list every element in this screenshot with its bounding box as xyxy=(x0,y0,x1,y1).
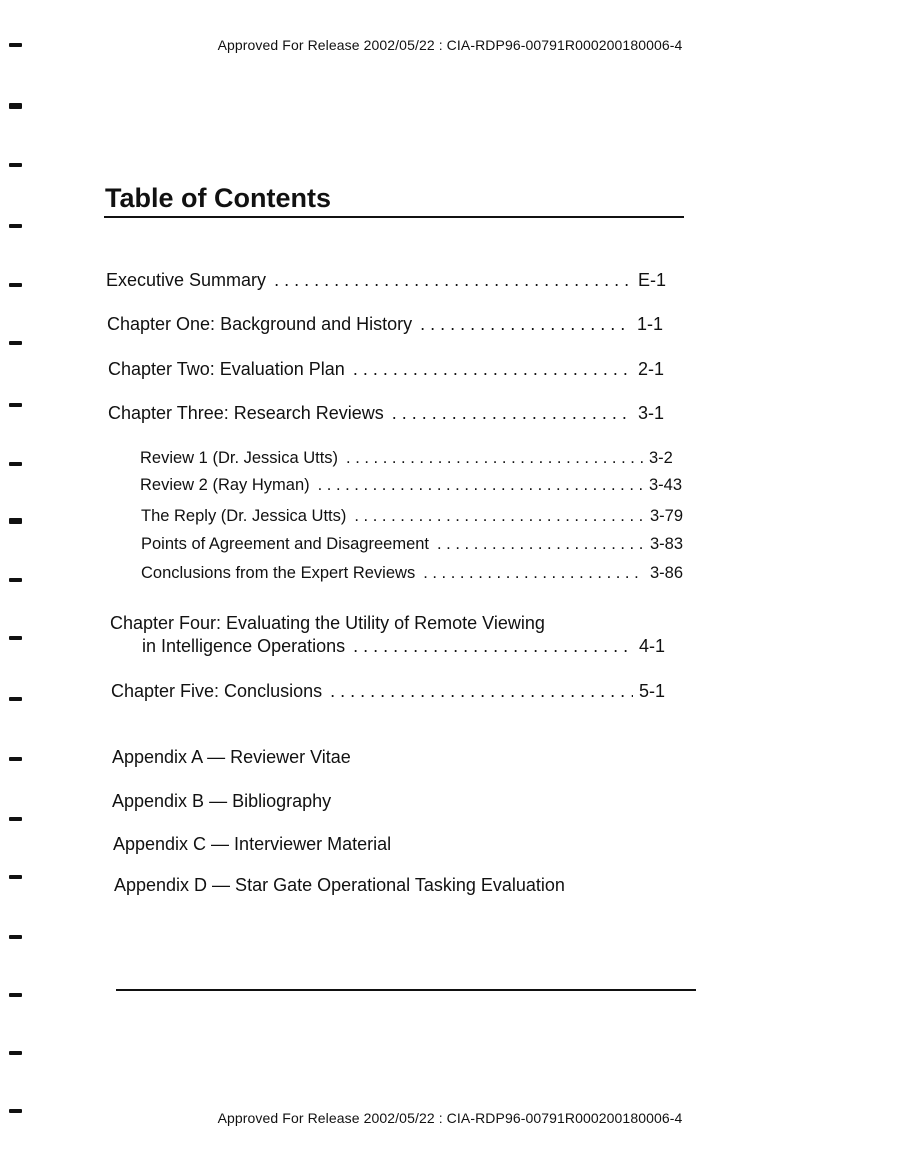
toc-appendix-b[interactable]: Appendix B — Bibliography xyxy=(112,791,332,811)
title-rule xyxy=(104,216,684,218)
toc-appendix-d[interactable]: Appendix D — Star Gate Operational Tasking Evaluation xyxy=(114,875,565,895)
binder-mark xyxy=(9,224,22,228)
toc-appendix-c[interactable]: Appendix C — Interviewer Material xyxy=(113,834,392,854)
dot-leader xyxy=(346,449,643,468)
binder-mark xyxy=(9,578,22,582)
toc-page-number: 3-1 xyxy=(638,403,665,423)
binder-mark xyxy=(9,103,22,109)
toc-page-number: 3-2 xyxy=(649,449,673,467)
release-header: Approved For Release 2002/05/22 : CIA-RDP96-00791R000200180006-4 xyxy=(217,37,683,53)
binder-mark xyxy=(9,817,22,821)
toc-entry-chapter-three[interactable] xyxy=(108,403,674,424)
toc-label: Executive Summary xyxy=(106,270,267,290)
toc-label: in Intelligence Operations xyxy=(142,636,346,656)
binder-mark xyxy=(9,403,22,407)
toc-page-number: 5-1 xyxy=(639,681,666,701)
toc-entry-chapter-five[interactable] xyxy=(111,681,675,702)
toc-entry-chapter-one[interactable] xyxy=(107,314,673,335)
dot-leader xyxy=(423,564,644,583)
toc-label: The Reply (Dr. Jessica Utts) xyxy=(141,507,347,525)
dot-leader xyxy=(354,507,644,526)
toc-entry-review-1[interactable] xyxy=(140,449,685,468)
binder-mark xyxy=(9,163,22,167)
toc-page-number: 4-1 xyxy=(639,636,666,656)
toc-entry-executive-summary[interactable] xyxy=(106,270,674,291)
binder-mark xyxy=(9,993,22,997)
binder-mark xyxy=(9,757,22,761)
dot-leader xyxy=(274,270,632,291)
binder-mark xyxy=(9,935,22,939)
page-title: Table of Contents xyxy=(105,183,331,213)
release-footer: Approved For Release 2002/05/22 : CIA-RDP96-00791R000200180006-4 xyxy=(217,1110,683,1126)
binder-mark xyxy=(9,283,22,287)
dot-leader xyxy=(437,535,644,554)
binder-mark xyxy=(9,875,22,879)
binder-mark xyxy=(9,43,22,47)
dot-leader xyxy=(330,681,633,702)
binder-mark xyxy=(9,1051,22,1055)
toc-chapter-four-heading: Chapter Four: Evaluating the Utility of Remote Viewing xyxy=(110,613,545,633)
dot-leader xyxy=(318,476,643,495)
toc-label: Review 1 (Dr. Jessica Utts) xyxy=(140,449,339,467)
binder-mark xyxy=(9,636,22,640)
toc-entry-chapter-two[interactable] xyxy=(108,359,674,380)
toc-page-number: 2-1 xyxy=(638,359,665,379)
footer-rule xyxy=(116,989,696,991)
dot-leader xyxy=(353,636,633,657)
toc-entry-points-of-agreement[interactable] xyxy=(141,535,686,554)
toc-page-number: 3-79 xyxy=(650,507,684,525)
binder-mark xyxy=(9,462,22,466)
toc-page-number: 3-43 xyxy=(649,476,683,494)
dot-leader xyxy=(420,314,631,335)
toc-page-number: 3-86 xyxy=(650,564,684,582)
toc-label: Chapter Two: Evaluation Plan xyxy=(108,359,345,379)
toc-label: Review 2 (Ray Hyman) xyxy=(140,476,310,494)
binder-mark xyxy=(9,697,22,701)
toc-label: Chapter Three: Research Reviews xyxy=(108,403,384,423)
toc-label: Chapter Five: Conclusions xyxy=(111,681,323,701)
toc-entry-conclusions-expert-reviews[interactable] xyxy=(141,564,686,583)
toc-entry-review-2[interactable] xyxy=(140,476,685,495)
toc-label: Chapter One: Background and History xyxy=(107,314,413,334)
binder-mark xyxy=(9,341,22,345)
toc-page-number: 3-83 xyxy=(650,535,684,553)
toc-page-number: E-1 xyxy=(638,270,667,290)
dot-leader xyxy=(353,359,632,380)
toc-page-number: 1-1 xyxy=(637,314,664,334)
binder-mark xyxy=(9,518,22,524)
dot-leader xyxy=(392,403,632,424)
toc-label: Conclusions from the Expert Reviews xyxy=(141,564,416,582)
toc-appendix-a[interactable]: Appendix A — Reviewer Vitae xyxy=(112,747,351,767)
toc-entry-reply[interactable] xyxy=(141,507,686,526)
toc-entry-chapter-four[interactable] xyxy=(142,636,675,657)
toc-label: Points of Agreement and Disagreement xyxy=(141,535,430,553)
